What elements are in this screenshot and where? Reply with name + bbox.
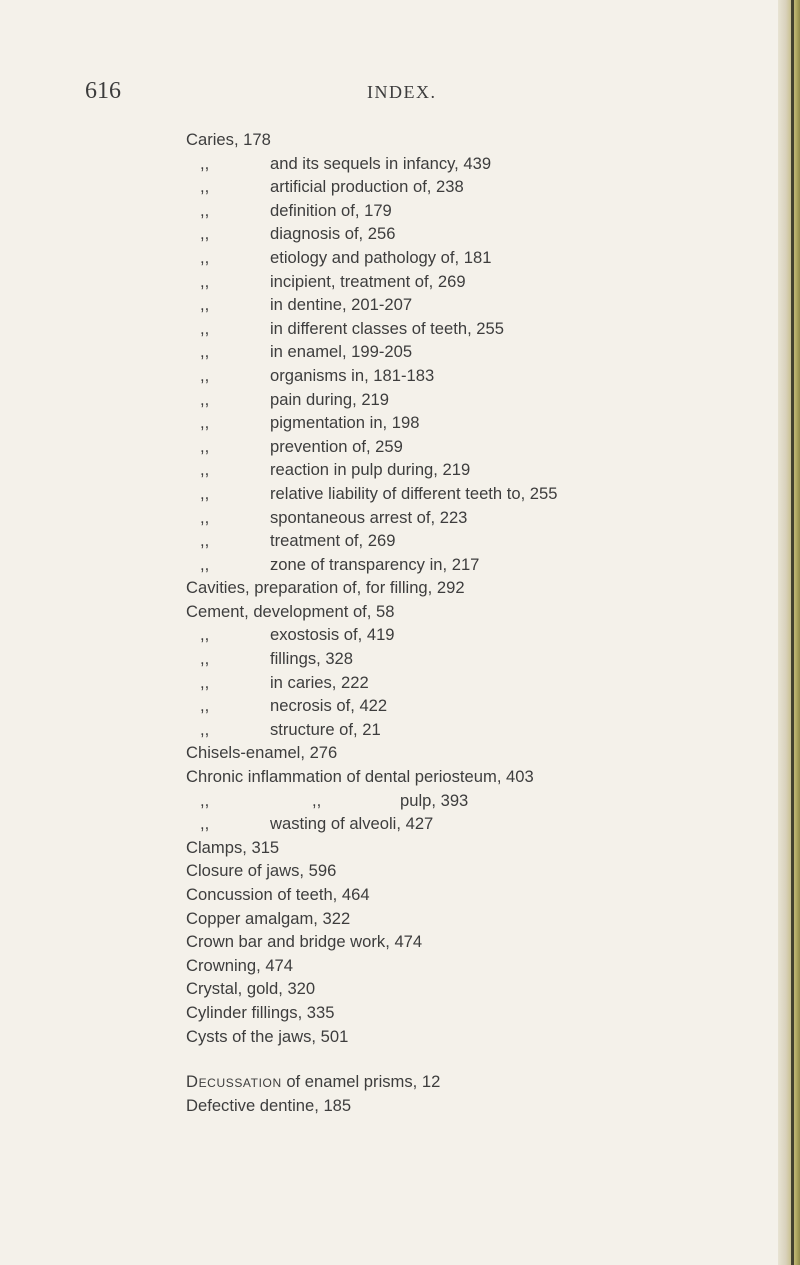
index-subentry <box>186 340 746 364</box>
index-entry <box>186 859 746 883</box>
index-subentry <box>186 529 746 553</box>
index-subentry <box>186 364 746 388</box>
entry-text: pain during, 219 <box>270 389 390 409</box>
entry-text: organisms in, 181-183 <box>270 365 435 385</box>
index-subentry <box>186 270 746 294</box>
index-entry <box>186 907 746 931</box>
index-entry <box>186 836 746 860</box>
ditto-mark: ,, <box>200 507 210 527</box>
entry-text: etiology and pathology of, 181 <box>270 247 492 267</box>
index-block-d <box>186 1070 746 1117</box>
ditto-mark: ,, <box>200 649 210 669</box>
entry-text: Copper amalgam, 322 <box>186 908 351 928</box>
ditto-mark: ,, <box>200 483 210 503</box>
index-entry <box>186 1001 746 1025</box>
index-subentry <box>186 388 746 412</box>
ditto-mark: ,, <box>200 389 210 409</box>
index-entry <box>186 600 746 624</box>
entry-lead-word: Decussation <box>186 1072 282 1092</box>
index-entry <box>186 954 746 978</box>
index-subentry <box>186 222 746 246</box>
ditto-mark: ,, <box>200 554 210 574</box>
index-entry <box>186 1025 746 1049</box>
entry-text: Chisels-enamel, 276 <box>186 743 338 763</box>
index-subentry <box>186 789 746 813</box>
index-entry <box>186 576 746 600</box>
entry-text: Cavities, preparation of, for filling, 292 <box>186 578 465 598</box>
page-number: 616 <box>85 78 121 104</box>
index-subentry <box>186 152 746 176</box>
ditto-mark: ,, <box>200 531 210 551</box>
ditto-mark: ,, <box>200 790 210 810</box>
index-subentry <box>186 199 746 223</box>
page-header <box>0 78 778 108</box>
index-subentry <box>186 812 746 836</box>
index-entry <box>186 741 746 765</box>
ditto-mark: ,, <box>200 672 210 692</box>
ditto-mark: ,, <box>200 719 210 739</box>
entry-text: Crystal, gold, 320 <box>186 979 316 999</box>
index-entry <box>186 930 746 954</box>
entry-text: artificial production of, 238 <box>270 177 464 197</box>
entry-text: pulp, 393 <box>400 790 469 810</box>
index-subentry <box>186 482 746 506</box>
index-subentry <box>186 293 746 317</box>
entry-text: Cysts of the jaws, 501 <box>186 1026 349 1046</box>
entry-text: Closure of jaws, 596 <box>186 861 337 881</box>
ditto-mark: ,, <box>200 460 210 480</box>
ditto-mark: ,, <box>312 790 322 810</box>
entry-text: in enamel, 199-205 <box>270 342 413 362</box>
page-edge-shadow <box>778 0 800 1265</box>
ditto-mark: ,, <box>200 247 210 267</box>
ditto-mark: ,, <box>200 177 210 197</box>
index-subentry <box>186 694 746 718</box>
index-entry-decussation <box>186 1070 746 1094</box>
index-subentry <box>186 718 746 742</box>
ditto-mark: ,, <box>200 295 210 315</box>
entry-text: wasting of alveoli, 427 <box>270 814 434 834</box>
index-subentry <box>186 435 746 459</box>
index-entry-defective: Defective dentine, 185 <box>186 1095 352 1115</box>
ditto-mark: ,, <box>200 224 210 244</box>
entry-text: Cement, development of, 58 <box>186 601 395 621</box>
index-subentry <box>186 623 746 647</box>
ditto-mark: ,, <box>200 153 210 173</box>
entry-text: Chronic inflammation of dental periosteum, 403 <box>186 767 534 787</box>
ditto-mark: ,, <box>200 318 210 338</box>
index-subentry <box>186 317 746 341</box>
entry-text: treatment of, 269 <box>270 531 396 551</box>
entry-text: of enamel prisms, 12 <box>281 1072 441 1092</box>
entry-text: in caries, 222 <box>270 672 369 692</box>
entry-text: definition of, 179 <box>270 200 392 220</box>
entry-text: Concussion of teeth, 464 <box>186 885 370 904</box>
entry-text: pigmentation in, 198 <box>270 413 420 433</box>
ditto-mark: ,, <box>200 413 210 433</box>
entry-text: Crown bar and bridge work, 474 <box>186 932 423 952</box>
section-gap <box>186 1048 746 1070</box>
entry-text: diagnosis of, 256 <box>270 224 396 244</box>
index-subentry <box>186 458 746 482</box>
index-subentry <box>186 411 746 435</box>
entry-text: Cylinder fillings, 335 <box>186 1002 335 1022</box>
index-subentry <box>186 246 746 270</box>
index-subentry <box>186 553 746 577</box>
entry-text: prevention of, 259 <box>270 436 403 456</box>
index-subentry <box>186 671 746 695</box>
ditto-mark: ,, <box>200 271 210 291</box>
entry-text: in dentine, 201-207 <box>270 295 413 315</box>
index-entry <box>186 883 746 907</box>
entry-text: in different classes of teeth, 255 <box>270 318 504 338</box>
entry-text: spontaneous arrest of, 223 <box>270 507 468 527</box>
entry-text: structure of, 21 <box>270 719 381 739</box>
index-entry <box>186 977 746 1001</box>
entry-text: relative liability of different teeth to, 255 <box>270 483 558 503</box>
index-subentry <box>186 647 746 671</box>
entry-text: fillings, 328 <box>270 649 354 669</box>
index-subentry <box>186 175 746 199</box>
entry-text: and its sequels in infancy, 439 <box>270 153 492 173</box>
ditto-mark: ,, <box>200 436 210 456</box>
entry-text: incipient, treatment of, 269 <box>270 271 466 291</box>
index-subentry <box>186 506 746 530</box>
entry-text: necrosis of, 422 <box>270 696 388 716</box>
entry-text: Clamps, 315 <box>186 837 280 857</box>
ditto-mark: ,, <box>200 625 210 645</box>
ditto-mark: ,, <box>200 200 210 220</box>
entry-text: zone of transparency in, 217 <box>270 554 480 574</box>
index-block-c <box>186 128 746 1048</box>
ditto-mark: ,, <box>200 814 210 834</box>
index-list <box>186 128 746 1117</box>
entry-text: exostosis of, 419 <box>270 625 395 645</box>
entry-text: Crowning, 474 <box>186 955 294 975</box>
ditto-mark: ,, <box>200 696 210 716</box>
ditto-mark: ,, <box>200 342 210 362</box>
entry-text: Caries, 178 <box>186 130 271 149</box>
book-binding-line <box>791 0 794 1265</box>
running-head-title: INDEX. <box>367 82 437 102</box>
entry-text: reaction in pulp during, 219 <box>270 460 471 480</box>
ditto-mark: ,, <box>200 365 210 385</box>
index-entry <box>186 765 746 789</box>
index-entry <box>186 128 746 152</box>
